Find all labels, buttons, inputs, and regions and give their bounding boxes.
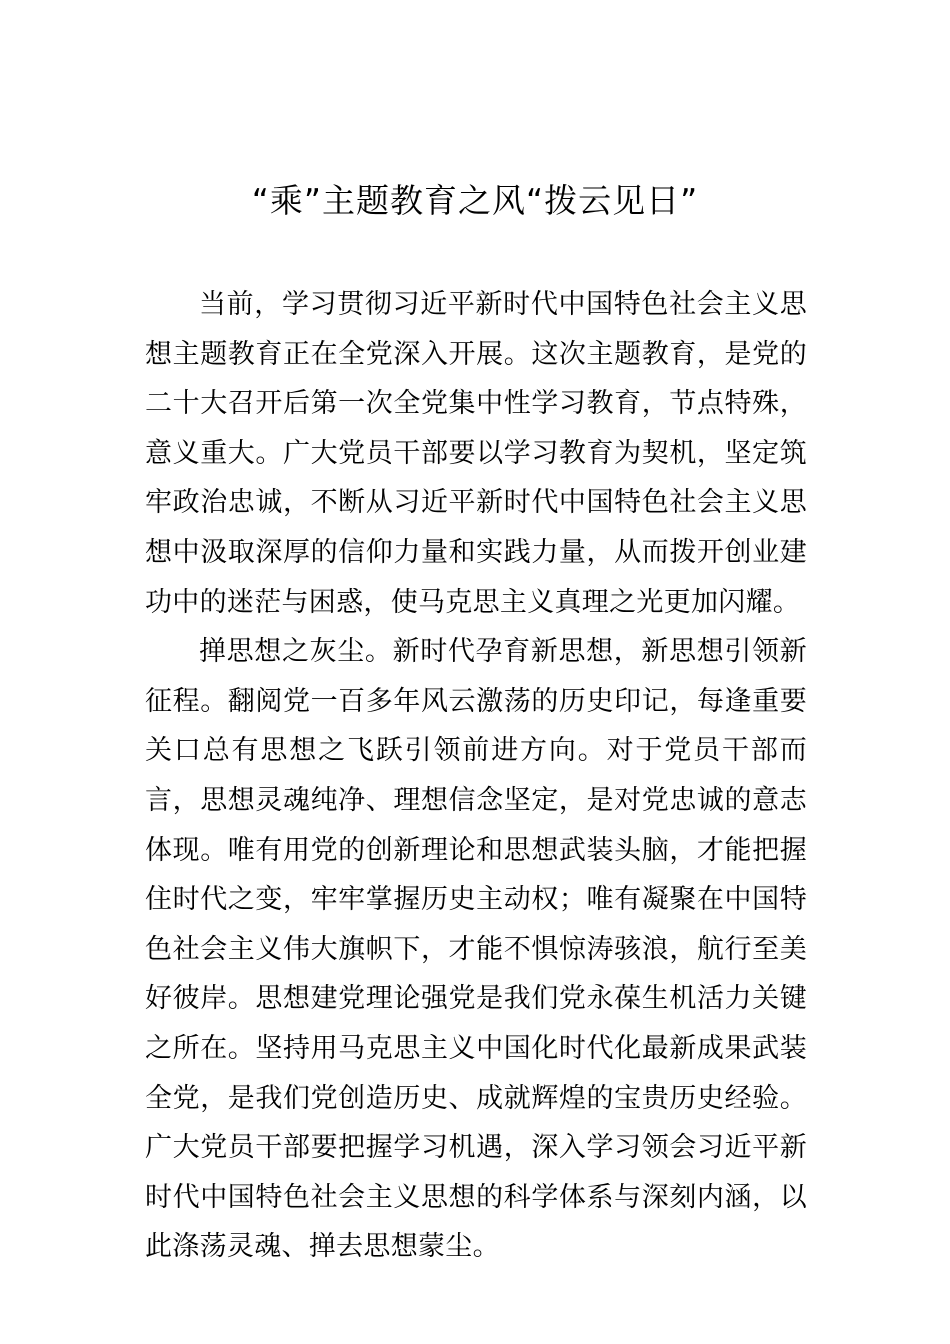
paragraph-intro: 当前，学习贯彻习近平新时代中国特色社会主义思想主题教育正在全党深入开展。这次主题教育，是党的二十大召开后第一次全党集中性学习教育，节点特殊，意义重大。广大党员干部要以学习教育为契机，坚定筑牢政治忠诚，不断从习近平新时代中国特色社会主义思想中汲取深厚的信仰力量和实践力量，从而拨开创业建功中的迷茫与困惑，使马克思主义真理之光更加闪耀。 bbox=[145, 289, 807, 618]
paragraph-dust-off-thoughts: 掸思想之灰尘。新时代孕育新思想，新思想引领新征程。翻阅党一百多年风云激荡的历史印记，每逢重要关口总有思想之飞跃引领前进方向。对于党员干部而言，思想灵魂纯净、理想信念坚定，是对党忠诚的意志体现。唯有用党的创新理论和思想武装头脑，才能把握住时代之变，牢牢掌握历史主动权；唯有凝聚在中国特色社会主义伟大旗帜下，才能不惧惊涛骇浪，航行至美好彼岸。思想建党理论强党是我们党永葆生机活力关键之所在。坚持用马克思主义中国化时代化最新成果武装全党，是我们党创造历史、成就辉煌的宝贵历史经验。广大党员干部要把握学习机遇，深入学习领会习近平新时代中国特色社会主义思想的科学体系与深刻内涵，以此涤荡灵魂、掸去思想蒙尘。 bbox=[145, 636, 807, 1263]
document-body bbox=[145, 280, 807, 1272]
document-title: “乘”主题教育之风“拨云见日” bbox=[251, 181, 699, 220]
